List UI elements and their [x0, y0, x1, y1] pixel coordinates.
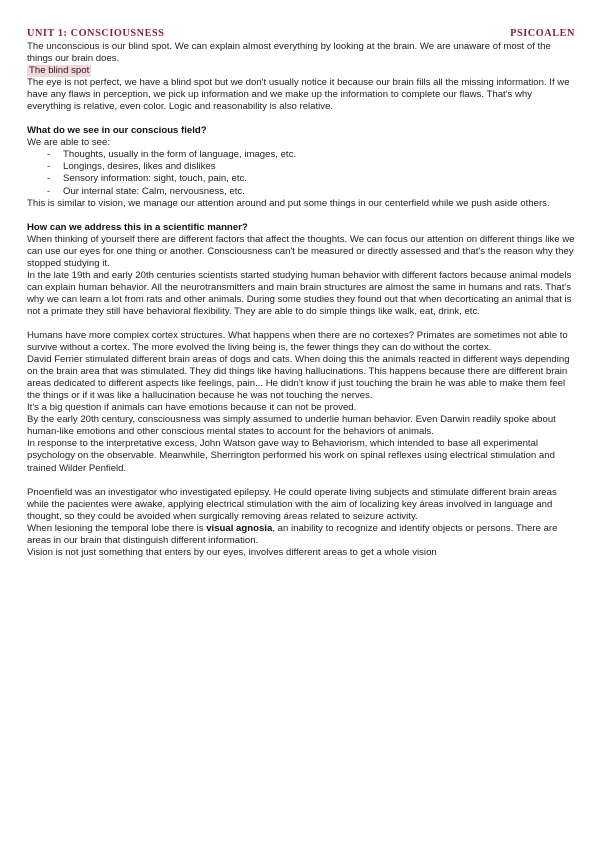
spacer — [27, 318, 575, 330]
paragraph: By the early 20th century, consciousness was simply assumed to underlie human behavior. Even Darwin readily spoke about human-like emotions and other conscious mental states to account for the behaviors of animals. — [27, 414, 556, 438]
paragraph: Vision is not just something that enters by our eyes, involves different areas to get a whole vision — [27, 546, 437, 558]
dash-bullet: - — [47, 185, 51, 197]
list-item-text: Our internal state: Calm, nervousness, etc. — [63, 185, 245, 197]
list-item — [27, 186, 575, 198]
paragraph: David Ferrier stimulated different brain areas of dogs and cats. When doing this the animals reacted in different ways depending on the brain area that was stimulated. They did things like having hallucinations. This happens because there are different brain areas dedicated to different aspects like feelings, pain... He didn't know if just touching the brain he was able to make them feel the things or if it was like a hallucination because he was not touching the nerves. — [27, 354, 570, 402]
blind-spot-paragraph: The eye is not perfect, we have a blind spot but we don't usually notice it because our brain fills all the missing information. If we have any flaws in perception, we pick up information and we make up the information to complete our flaws. That's why everything is relative, even color. Logic and reasonability is also relative. — [27, 77, 570, 113]
conscious-field-lead: We are able to see: — [27, 137, 111, 149]
list-item-text: Sensory information: sight, touch, pain, etc. — [63, 173, 247, 185]
brand-label: PSICOALEN — [510, 28, 575, 39]
conscious-field-list — [27, 149, 575, 197]
list-item — [27, 149, 575, 161]
paragraph: Humans have more complex cortex structures. What happens when there are no cortexes? Primates are sometimes not able to survive without a cortex. The more evolved the living being is, the fewer things they can do without the cortex. — [27, 329, 568, 354]
paragraph: In response to the interpretative excess, John Watson gave way to Behaviorism, which intended to base all experimental psychology on the observable. Meanwhile, Sherrington performed his work on spinal reflexes using electrical stimulation and trained Wilder Penfield. — [27, 438, 555, 474]
paragraph: When thinking of yourself there are different factors that affect the thoughts. We can focus our attention on different things like we can use our eyes for one thing or another. Consciousness can't be measured or directly assessed and that's the reason why they stopped studying it. — [27, 233, 575, 269]
blind-spot-heading: The blind spot — [29, 65, 90, 77]
dash-bullet: - — [47, 161, 51, 173]
list-item-text: Longings, desires, likes and dislikes — [63, 161, 216, 173]
paragraph: Pnoenfield was an investigator who investigated epilepsy. He could operate living subjects and stimulate different brain areas while the pacientes were awake, applying electrical stimulation with the aim of localizing key áreas involved in language and thought, so they could be avoided when surgically removing áreas related to seizure activity. — [27, 486, 557, 522]
paragraph: In the late 19th and early 20th centuries scientists started studying human behavior with different factors because animal models can explain human behavior. All the neurotransmitters and main brain structures are almost the same in humans and rats. That's why we can learn a lot from rats and other animals. During some studies they found out that when decorticating an animal that is not a primate they still have behavioral flexibility. They are able to do simple things like walk, eat, drink, etc. — [27, 269, 572, 317]
section-heading-scientific: How can we address this in a scientific manner? — [27, 221, 248, 233]
page-header — [27, 28, 575, 41]
term-visual-agnosia: visual agnosia — [206, 522, 273, 534]
conscious-field-after: This is similar to vision, we manage our attention around and put some things in our centerfield while we push aside others. — [27, 197, 550, 209]
document-page — [27, 28, 575, 559]
dash-bullet: - — [47, 173, 51, 185]
section-heading-conscious-field: What do we see in our conscious field? — [27, 125, 207, 137]
text-run: When lesioning the temporal lobe there is — [27, 522, 207, 534]
list-item — [27, 173, 575, 185]
spacer — [27, 475, 575, 487]
paragraph-visual-agnosia — [27, 523, 575, 547]
unit-title: UNIT 1: CONSCIOUSNESS — [27, 28, 165, 39]
intro-paragraph: The unconscious is our blind spot. We can explain almost everything by looking at the brain. We are unaware of most of the things our brain does. — [27, 41, 551, 65]
dash-bullet: - — [47, 149, 51, 161]
list-item — [27, 161, 575, 173]
list-item-text: Thoughts, usually in the form of language, images, etc. — [63, 149, 297, 161]
text-run: , an inability to recognize and identify objects or persons. There are areas in our brain that distinguish different information. — [27, 522, 558, 546]
paragraph: It's a big question if animals can have emotions because it can not be proved. — [27, 402, 357, 414]
